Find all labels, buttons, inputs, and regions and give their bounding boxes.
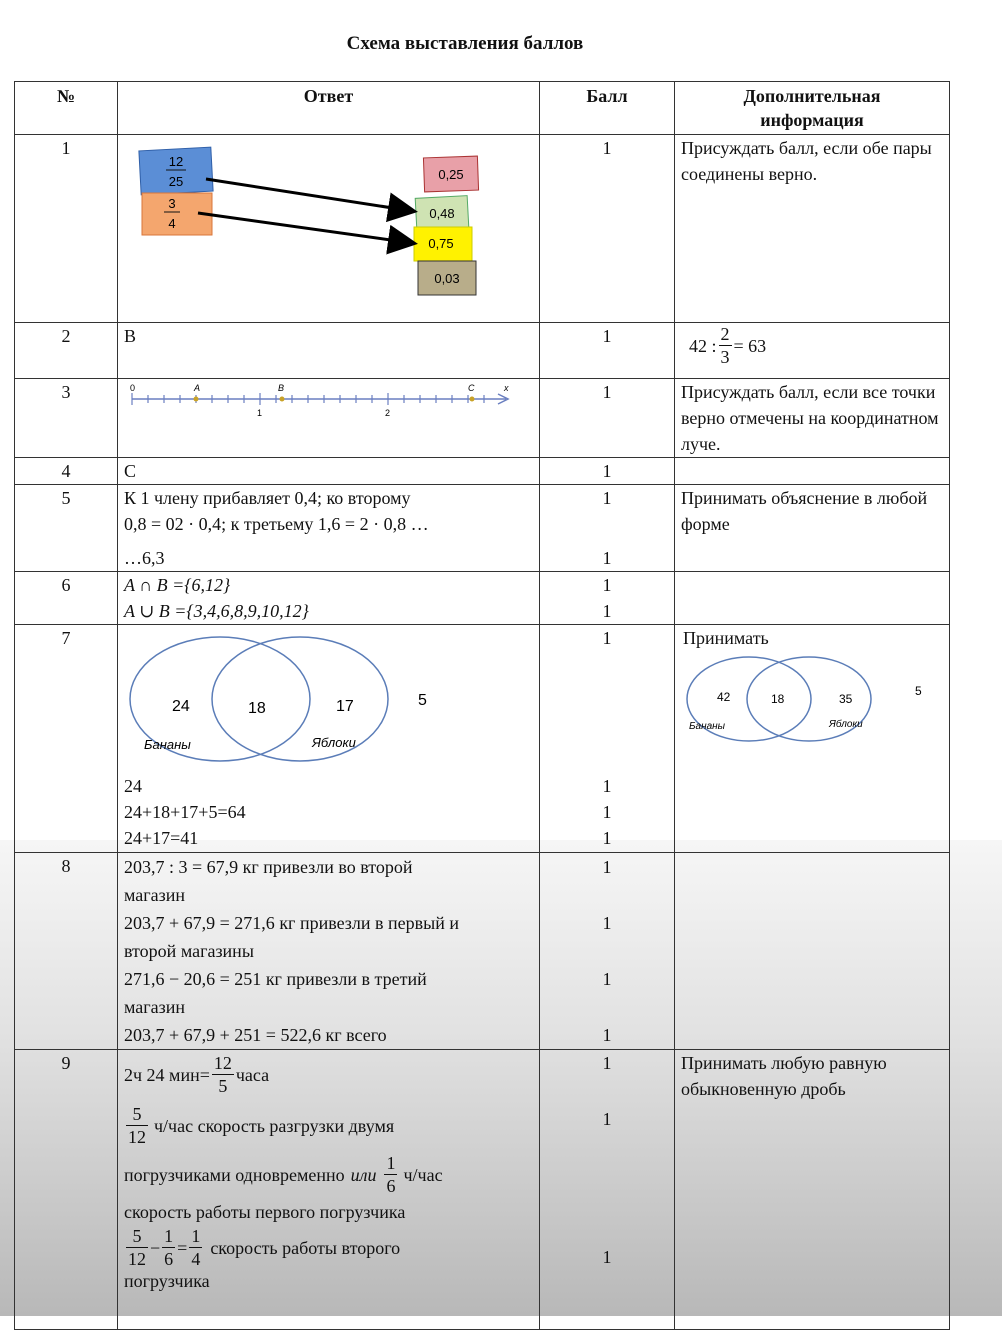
answer-line-1-cont: магазин bbox=[124, 885, 186, 905]
answer-line-1: К 1 члену прибавляет 0,4; ко второму bbox=[124, 488, 411, 508]
text-simultaneous: погрузчиками одновременно bbox=[124, 1164, 345, 1185]
score-1: 1 bbox=[602, 776, 612, 796]
answer-line-4 bbox=[124, 1021, 533, 1049]
table-row bbox=[15, 1050, 950, 1330]
denominator: 6 bbox=[386, 1176, 396, 1196]
row-number: 8 bbox=[15, 853, 118, 1050]
numerator: 12 bbox=[213, 1053, 232, 1073]
text-hours: часа bbox=[235, 1064, 270, 1085]
venn-circle-apples bbox=[212, 637, 388, 761]
score-cell: 1 bbox=[540, 135, 675, 323]
fraction-1-6 bbox=[384, 1154, 397, 1195]
table-row bbox=[15, 458, 950, 485]
denominator: 12 bbox=[128, 1249, 146, 1269]
info-cell bbox=[675, 323, 950, 379]
score-cell: 1 bbox=[540, 323, 675, 379]
venn-info-label-apples: Яблоки bbox=[829, 719, 863, 730]
score-2: 1 bbox=[602, 802, 612, 822]
fraction-a-numerator: 12 bbox=[168, 154, 184, 169]
denominator: 12 bbox=[128, 1127, 146, 1147]
answer-line-3: …6,3 bbox=[124, 548, 165, 568]
header-answer: Ответ bbox=[118, 82, 540, 135]
number-line bbox=[118, 379, 538, 423]
info-expr-left: 42 : bbox=[689, 335, 717, 356]
score-4: 1 bbox=[602, 1025, 612, 1045]
answer-cell bbox=[118, 625, 540, 853]
table-row bbox=[15, 625, 950, 853]
answer-cell bbox=[118, 572, 540, 625]
row-number: 3 bbox=[15, 379, 118, 458]
row-number: 1 bbox=[15, 135, 118, 323]
label-zero: 0 bbox=[130, 383, 136, 393]
match-arrow-1 bbox=[206, 179, 412, 211]
answer-cell bbox=[118, 1050, 540, 1330]
venn-info-outside-value: 5 bbox=[915, 684, 922, 698]
label-b: B bbox=[278, 383, 285, 393]
answer-box-048-label: 0,48 bbox=[429, 206, 455, 221]
row-number: 5 bbox=[15, 485, 118, 572]
answer-line-1: A ∩ B ={6,12} bbox=[124, 575, 231, 595]
table-row bbox=[15, 135, 950, 323]
matching-diagram bbox=[118, 135, 538, 315]
fraction-b-denominator: 4 bbox=[168, 216, 176, 231]
answer-cell bbox=[118, 379, 540, 458]
venn-info-mid-value: 18 bbox=[771, 692, 785, 706]
answer-line-2 bbox=[124, 909, 533, 937]
answer-line-4: скорость работы первого погрузчика bbox=[124, 1202, 406, 1222]
fraction-5-12 bbox=[126, 1105, 148, 1146]
score-3: 1 bbox=[602, 969, 612, 989]
label-tick-2: 2 bbox=[385, 408, 391, 418]
venn-left-value: 24 bbox=[172, 698, 190, 715]
label-x: x bbox=[504, 383, 509, 393]
scoring-table bbox=[14, 81, 950, 1330]
row-number: 2 bbox=[15, 323, 118, 379]
answer-line-3-cont: магазин bbox=[124, 997, 186, 1017]
score-1: 1 bbox=[602, 488, 612, 508]
answer-cell bbox=[118, 485, 540, 572]
header-info-line1: Дополнительная bbox=[743, 86, 881, 106]
numerator: 5 bbox=[126, 1227, 148, 1248]
denominator: 6 bbox=[164, 1249, 174, 1269]
fraction-5-12-b bbox=[126, 1227, 148, 1268]
text-or: или bbox=[350, 1164, 377, 1185]
score-cell bbox=[540, 485, 675, 572]
info-cell bbox=[675, 625, 950, 853]
numerator: 1 bbox=[164, 1226, 174, 1246]
info-cell: Принимать любую равную обыкновенную дробь bbox=[675, 1050, 950, 1330]
venn-diagram-info bbox=[679, 651, 944, 751]
answer-line-1: 24 bbox=[124, 776, 142, 796]
expr-3: 271,6 − 20,6 = 251 bbox=[124, 969, 262, 989]
expr-4: 203,7 + 67,9 + 251 = 522,6 bbox=[124, 1025, 321, 1045]
answer-box-025-label: 0,25 bbox=[438, 167, 464, 182]
score-top: 1 bbox=[602, 628, 612, 648]
match-arrow-2 bbox=[198, 213, 412, 243]
header-score: Балл bbox=[540, 82, 675, 135]
text-1: кг привезли во второй bbox=[242, 857, 413, 877]
answer-line-1 bbox=[124, 1054, 533, 1095]
label-a: A bbox=[194, 383, 201, 393]
text-speed-second: скорость работы второго bbox=[210, 1237, 401, 1258]
equals-sign: = bbox=[177, 1237, 188, 1258]
text-2: кг привезли в первый и bbox=[279, 913, 460, 933]
label-c: C bbox=[468, 383, 475, 393]
page-title: Схема выставления баллов bbox=[346, 33, 584, 54]
answer-line-5 bbox=[124, 1227, 533, 1268]
fraction-a-denominator: 25 bbox=[168, 174, 184, 189]
fraction-b-numerator: 3 bbox=[168, 196, 176, 211]
row-number: 9 bbox=[15, 1050, 118, 1330]
venn-diagram-answer bbox=[124, 625, 534, 773]
numerator: 5 bbox=[126, 1105, 148, 1126]
point-c bbox=[470, 397, 475, 402]
info-cell bbox=[675, 853, 950, 1050]
row-number: 7 bbox=[15, 625, 118, 853]
table-row bbox=[15, 379, 950, 458]
header-num: № bbox=[15, 82, 118, 135]
info-cell bbox=[675, 572, 950, 625]
answer-line-2: 0,8 = 02 · 0,4; к третьему 1,6 = 2 · 0,8 … bbox=[124, 514, 429, 534]
venn-mid-value: 18 bbox=[248, 700, 266, 717]
score-2: 1 bbox=[602, 601, 612, 621]
text-time: 2ч 24 мин= bbox=[124, 1064, 210, 1085]
score-3: 1 bbox=[602, 828, 612, 848]
score-cell: 1 bbox=[540, 379, 675, 458]
answer-line-3: 24+17=41 bbox=[124, 828, 199, 848]
label-tick-1: 1 bbox=[257, 408, 263, 418]
answer-cell bbox=[118, 853, 540, 1050]
venn-info-left-value: 42 bbox=[717, 690, 731, 704]
answer-line-3 bbox=[124, 965, 533, 993]
score-2: 1 bbox=[602, 1109, 612, 1129]
table-row bbox=[15, 572, 950, 625]
row-number: 6 bbox=[15, 572, 118, 625]
text-unit: ч/час bbox=[403, 1164, 443, 1185]
info-cell: Присуждать балл, если обе пары соединены верно. bbox=[675, 135, 950, 323]
answer-line-2: 24+18+17+5=64 bbox=[124, 802, 246, 822]
info-cell: Присуждать балл, если все точки верно отмечены на координатном луче. bbox=[675, 379, 950, 458]
answer-line-2 bbox=[124, 1105, 533, 1146]
score-3: 1 bbox=[602, 1247, 612, 1267]
venn-right-value: 17 bbox=[336, 698, 354, 715]
score-2: 1 bbox=[602, 913, 612, 933]
denominator: 4 bbox=[191, 1249, 201, 1269]
answer-box-075-label: 0,75 bbox=[428, 236, 454, 251]
fraction-1-6-b bbox=[162, 1227, 175, 1268]
score-cell bbox=[540, 572, 675, 625]
info-text: Принимать bbox=[683, 628, 769, 648]
info-fraction bbox=[719, 325, 732, 366]
fraction-1-4 bbox=[189, 1227, 202, 1268]
score-2: 1 bbox=[602, 548, 612, 568]
info-cell bbox=[675, 458, 950, 485]
score-cell bbox=[540, 625, 675, 853]
venn-label-apples: Яблоки bbox=[312, 735, 356, 750]
answer-cell: В bbox=[118, 323, 540, 379]
venn-info-right-value: 35 bbox=[839, 692, 853, 706]
text-4: кг всего bbox=[325, 1025, 387, 1045]
point-a bbox=[194, 397, 199, 402]
answer-line-6: погрузчика bbox=[124, 1271, 210, 1291]
answer-line-2-cont: второй магазины bbox=[124, 941, 254, 961]
table-row bbox=[15, 323, 950, 379]
venn-label-bananas: Бананы bbox=[144, 737, 191, 752]
text-speed-both: ч/час скорость разгрузки двумя bbox=[154, 1115, 395, 1136]
minus-sign: − bbox=[150, 1237, 161, 1258]
score-1: 1 bbox=[602, 1053, 612, 1073]
header-info bbox=[675, 82, 950, 135]
info-fraction-denominator: 3 bbox=[720, 347, 730, 367]
answer-line-1 bbox=[124, 853, 533, 881]
table-header-row bbox=[15, 82, 950, 135]
numerator: 1 bbox=[191, 1226, 201, 1246]
score-1: 1 bbox=[602, 575, 612, 595]
answer-cell bbox=[118, 135, 540, 323]
score-1: 1 bbox=[602, 857, 612, 877]
answer-cell: С bbox=[118, 458, 540, 485]
answer-box-003-label: 0,03 bbox=[434, 271, 460, 286]
info-expr-right: = 63 bbox=[733, 335, 767, 356]
info-fraction-numerator: 2 bbox=[720, 324, 730, 344]
info-cell: Принимать объяснение в любой форме bbox=[675, 485, 950, 572]
venn-info-label-bananas: Бананы bbox=[689, 721, 725, 732]
denominator: 5 bbox=[218, 1076, 228, 1096]
table-row bbox=[15, 485, 950, 572]
fraction-12-5 bbox=[212, 1054, 234, 1095]
score-cell: 1 bbox=[540, 458, 675, 485]
point-b bbox=[280, 397, 285, 402]
answer-line-2: A ∪ B ={3,4,6,8,9,10,12} bbox=[124, 601, 309, 621]
expr-2: 203,7 + 67,9 = 271,6 bbox=[124, 913, 275, 933]
score-cell bbox=[540, 853, 675, 1050]
numerator: 1 bbox=[386, 1153, 396, 1173]
score-cell bbox=[540, 1050, 675, 1330]
header-info-line2: информация bbox=[760, 110, 864, 130]
answer-line-3 bbox=[124, 1154, 533, 1195]
row-number: 4 bbox=[15, 458, 118, 485]
expr-1: 203,7 : 3 = 67,9 bbox=[124, 857, 239, 877]
table-row bbox=[15, 853, 950, 1050]
venn-outside-value: 5 bbox=[418, 692, 427, 709]
text-3: кг привезли в третий bbox=[265, 969, 427, 989]
